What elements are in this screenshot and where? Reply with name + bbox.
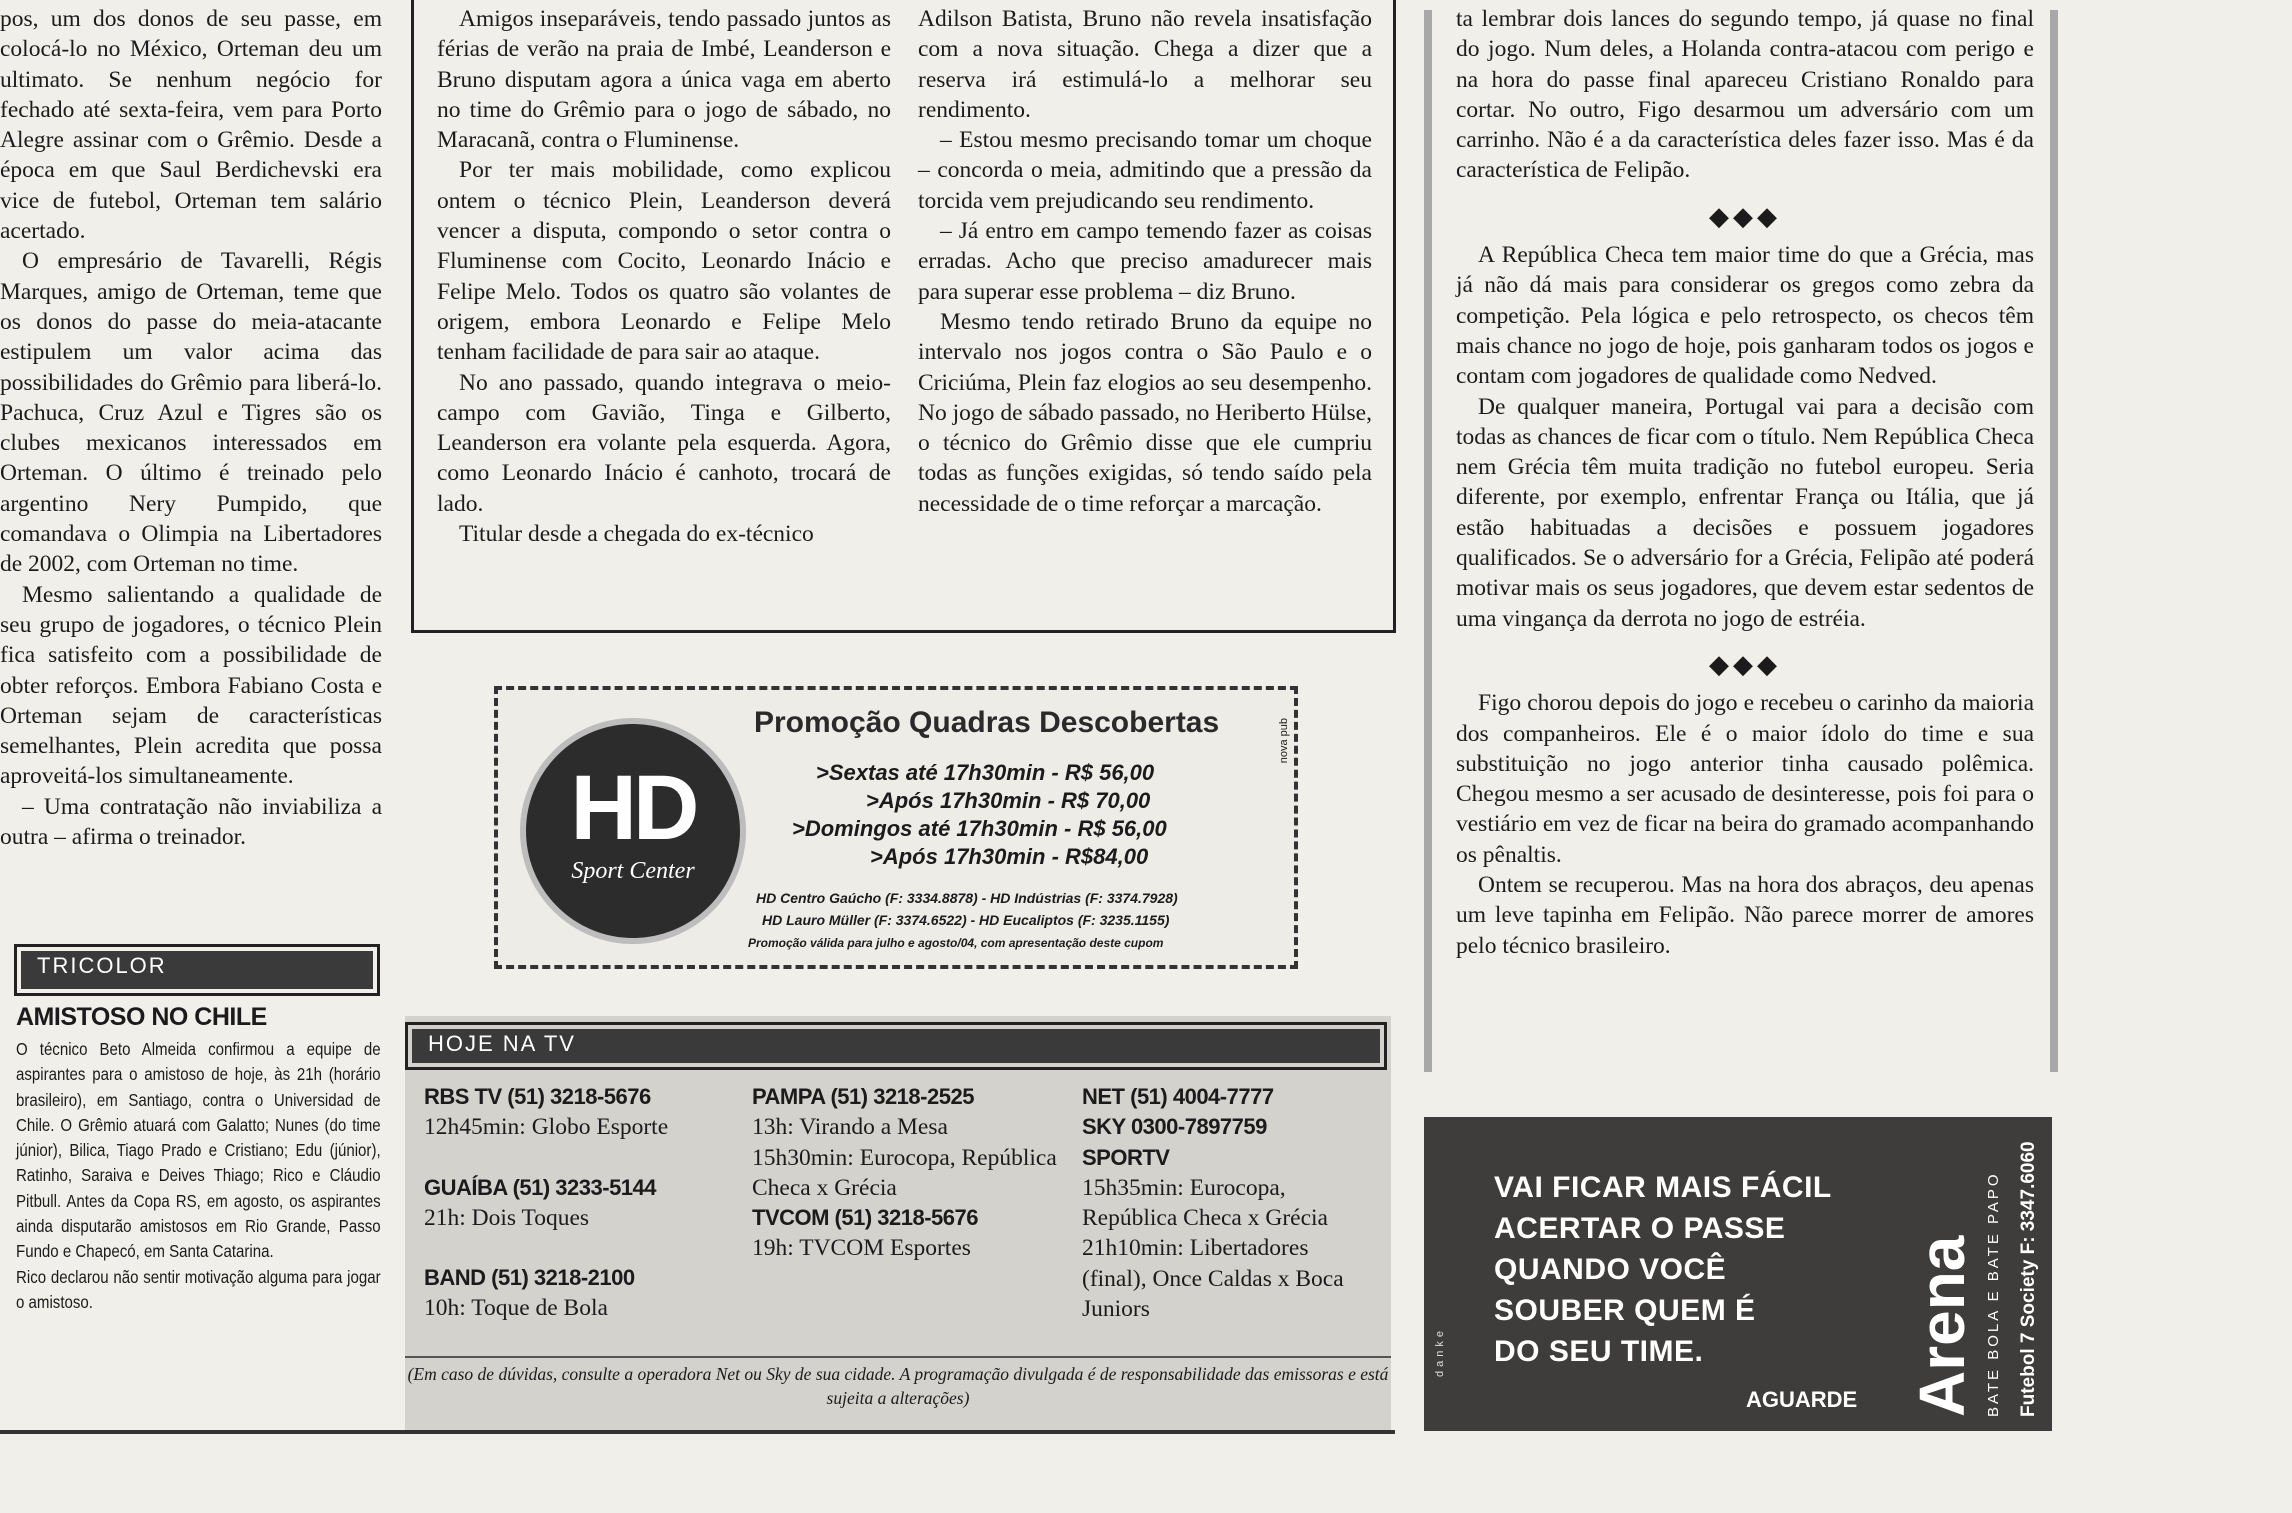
arena-brand: Arena [1906,1235,1978,1417]
col1-paragraph-4: – Uma contratação não inviabiliza a outra – afirma o treinador. [0,793,382,851]
col4-paragraph-1: ta lembrar dois lances do segundo tempo, já quase no final do jogo. Num deles, a Holanda contra-atacou com perigo e na hora do passe final apareceu Cristiano Ronaldo para cortar. No outro, Figo desarmou um adversário com um carrinho. Não é a da característica deles fazer isso. Mas é da característica de Felipão. [1456,6,2034,184]
col4-paragraph-3: De qualquer maneira, Portugal vai para a decisão com todas as chances de ficar com o título. Nem República Checa nem Grécia têm muita tradição no futebol europeu. Seria diferente, por exemplo, enfrentar França ou Itália, que já estão habituadas a decisões e possuem jogadores qualificados. Se o adversário for a Grécia, Felipão até poderá motivar mais os seus jogadores, que devem estar sedentos de uma vingança da derrota no jogo de estréia. [1456,393,2034,632]
arena-slogan-line: ACERTAR O PASSE [1494,1212,1786,1245]
arena-slogan-line: QUANDO VOCÊ [1494,1253,1727,1286]
col2-paragraph-3: No ano passado, quando integrava o meio-campo com Gavião, Tinga e Gilberto, Leanderson era volante pela esquerda. Agora, como Leonardo Inácio é canhoto, trocará de lado. [437,369,891,517]
tv-station: RBS TV (51) 3218-5676 [424,1084,651,1109]
col2-paragraph-1: Amigos inseparáveis, tendo passado juntos as férias de verão na praia de Imbé, Leanderson e Bruno disputam agora a única vaga em aberto no time do Grêmio para o jogo de sábado, no Maracanã, contra o Fluminense. [437,6,891,154]
col3-paragraph-3: – Já entro em campo temendo fazer as coisas erradas. Acho que preciso amadurecer mais para superar esse problema – diz Bruno. [918,218,1372,305]
article-column-3 [918,4,1372,519]
arena-slogan-line: SOUBER QUEM É [1494,1294,1756,1327]
tv-program: 15h30min: Eurocopa, República Checa x Grécia [752,1144,1057,1201]
ad-price-1: >Sextas até 17h30min - R$ 56,00 [816,760,1155,785]
arena-tagline: BATE BOLA E BATE PAPO [1985,1171,2002,1417]
tv-section-header [405,1022,1387,1070]
tricolor-body [16,1037,381,1315]
hd-logo-subtitle: Sport Center [571,858,695,884]
arena-side-credit: danke [1434,1327,1446,1377]
bottom-rule [0,1430,1395,1434]
arena-slogan-line: VAI FICAR MAIS FÁCIL [1494,1171,1832,1204]
ad-address-1: HD Centro Gaúcho (F: 3334.8878) - HD Indústrias (F: 3374.7928) [756,890,1178,906]
col1-paragraph-2: O empresário de Tavarelli, Régis Marques, amigo de Orteman, teme que os donos do passe do meia-atacante estipulem um valor acima das possibilidades do Grêmio para liberá-lo. Pachuca, Cruz Azul e Tigres são os clubes mexicanos interessados em Orteman. O último é treinado pelo argentino Nery Pumpido, que comandava o Olimpia na Libertadores de 2002, com Orteman no time. [0,248,382,578]
tv-station: SPORTV [1082,1144,1170,1170]
arena-vertical-branding [1894,1127,2044,1425]
tv-disclaimer: (Em caso de dúvidas, consulte a operadora Net ou Sky de sua cidade. A programação divulgada é de responsabilidade das emissoras e está sujeita a alterações) [405,1356,1391,1410]
diamond-divider-2: ◆◆◆ [1709,649,1781,679]
ad-title: Promoção Quadras Descobertas [754,706,1220,739]
tv-program: 13h: Virando a Mesa [752,1114,948,1141]
ad-price-3: >Domingos até 17h30min - R$ 56,00 [792,816,1167,841]
tricolor-paragraph-2: Rico declarou não sentir motivação alguma para jogar o amistoso. [16,1266,381,1312]
col3-paragraph-1: Adilson Batista, Bruno não revela insatisfação com a nova situação. Chega a dizer que a reserva irá estimulá-lo a melhorar seu rendimento. [918,6,1372,123]
col2-paragraph-2: Por ter mais mobilidade, como explicou ontem o técnico Plein, Leanderson deverá vencer a disputa, compondo o setor contra o Fluminense com Cocito, Leonardo Inácio e Felipe Melo. Todos os quatro são volantes de origem, embora Leonardo e Felipe Melo tenham facilidade de para sair ao ataque. [437,157,891,366]
arena-phone: Futebol 7 Society F: 3347.6060 [2018,1141,2039,1417]
tricolor-section-label: TRICOLOR [21,951,373,989]
col1-paragraph-1: pos, um dos donos de seu passe, em colocá-lo no México, Orteman deu um ultimato. Se nenhum negócio for fechado até sexta-feira, vem para Porto Alegre assinar com o Grêmio. Desde a época em que Saul Berdichevski era vice de futebol, Orteman tem salário acertado. [0,6,382,245]
tricolor-headline: AMISTOSO NO CHILE [16,1003,267,1031]
article-column-1 [0,4,382,852]
tv-program: 15h35min: Eurocopa, República Checa x Grécia [1082,1174,1328,1232]
arena-aguarde: AGUARDE [1746,1387,1858,1412]
article-column-4 [1456,4,2034,961]
col4-paragraph-2: A República Checa tem maior time do que a Grécia, mas já não dá mais para considerar os gregos como zebra da competição. Pela lógica e pelo retrospecto, os checos têm mais chance no jogo de hoje, pois ganharam todos os jogos e contam com jogadores de qualidade como Nedved. [1456,242,2034,390]
tv-station: PAMPA (51) 3218-2525 [752,1084,974,1109]
tv-station: GUAÍBA (51) 3233-5144 [424,1174,657,1200]
tv-station: BAND (51) 3218-2100 [424,1265,635,1291]
col1-paragraph-3: Mesmo salientando a qualidade de seu grupo de jogadores, o técnico Plein fica satisfeito com a possibilidade de obter reforços. Embora Fabiano Costa e Orteman sejam de características semelhantes, Plein acredita que possa aproveitá-los simultaneamente. [0,581,382,790]
col3-paragraph-4: Mesmo tendo retirado Bruno da equipe no intervalo nos jogos contra o São Paulo e o Criciúma, Plein faz elogios ao seu desempenho. No jogo de sábado passado, no Heriberto Hülse, o técnico do Grêmio disse que ele cumpriu todas as funções exigidas, só tendo saído pela necessidade de o time reforçar a marcação. [918,308,1372,517]
tv-column-3 [1082,1082,1378,1324]
hd-logo-letters: HD [570,757,696,859]
col2-paragraph-4: Titular desde a chegada do ex-técnico [459,521,814,548]
hd-logo [520,718,746,944]
ad-price-2: >Após 17h30min - R$ 70,00 [866,788,1151,813]
tv-section-label: HOJE NA TV [412,1029,1380,1063]
tricolor-section-header [14,944,380,996]
col4-paragraph-5: Ontem se recuperou. Mas na hora dos abraços, deu apenas um leve tapinha em Felipão. Não parece morrer de amores pelo técnico brasileiro. [1456,872,2034,959]
diamond-divider-1: ◆◆◆ [1709,201,1781,231]
tv-station: NET (51) 4004-7777 [1082,1084,1274,1109]
hd-sport-center-ad [494,686,1298,969]
ad-side-credit: nova pub [1278,718,1290,764]
tv-program: 21h: Dois Toques [424,1204,590,1231]
arena-ad [1424,1117,2052,1431]
col3-paragraph-2: – Estou mesmo precisando tomar um choque – concorda o meia, admitindo que a pressão da torcida vem prejudicando seu rendimento. [918,127,1372,214]
tv-column-2 [752,1082,1062,1264]
tv-program: 19h: TVCOM Esportes [752,1235,971,1262]
tv-station: SKY 0300-7897759 [1082,1114,1267,1140]
tv-station: TVCOM (51) 3218-5676 [752,1205,978,1231]
arena-slogan [1494,1167,1832,1372]
tv-column-1 [424,1082,724,1324]
tricolor-paragraph-1: O técnico Beto Almeida confirmou a equipe de aspirantes para o amistoso de hoje, às 21h (horário brasileiro), em Santiago, contra o Universidad de Chile. O Grêmio atuará com Galatto; Nunes (do time júnior), Bilica, Tiago Prado e Cristiano; Edu (júnior), Ratinho, Saraiva e Deives Thiago; Rico e Cláudio Pitbull. Antes da Copa RS, em agosto, os aspirantes ainda disputarão amistosos em Rio Grande, Passo Fundo e Chapecó, em Santa Catarina. [16,1039,381,1262]
arena-slogan-line: DO SEU TIME. [1494,1335,1704,1368]
column-right-rule [2050,10,2058,1072]
tv-program: 21h10min: Libertadores (final), Once Caldas x Boca Juniors [1082,1235,1344,1323]
ad-validity-note: Promoção válida para julho e agosto/04, com apresentação deste cupom [748,936,1164,950]
tv-program: 10h: Toque de Bola [424,1295,608,1322]
ad-address-2: HD Lauro Müller (F: 3374.6522) - HD Eucaliptos (F: 3235.1155) [762,912,1170,928]
ad-price-4: >Após 17h30min - R$84,00 [870,844,1149,869]
article-column-2 [437,4,891,549]
column-left-rule [1424,10,1432,1072]
col4-paragraph-4: Figo chorou depois do jogo e recebeu o carinho da maioria dos companheiros. Ele é o maior ídolo do time e sua substituição no jogo anterior tinha causado polêmica. Chegou mesmo a ser acusado de desinteresse, pois foi para o vestiário em vez de ficar na beira do gramado acompanhando os pênaltis. [1456,690,2034,868]
tv-program: 12h45min: Globo Esporte [424,1114,669,1141]
